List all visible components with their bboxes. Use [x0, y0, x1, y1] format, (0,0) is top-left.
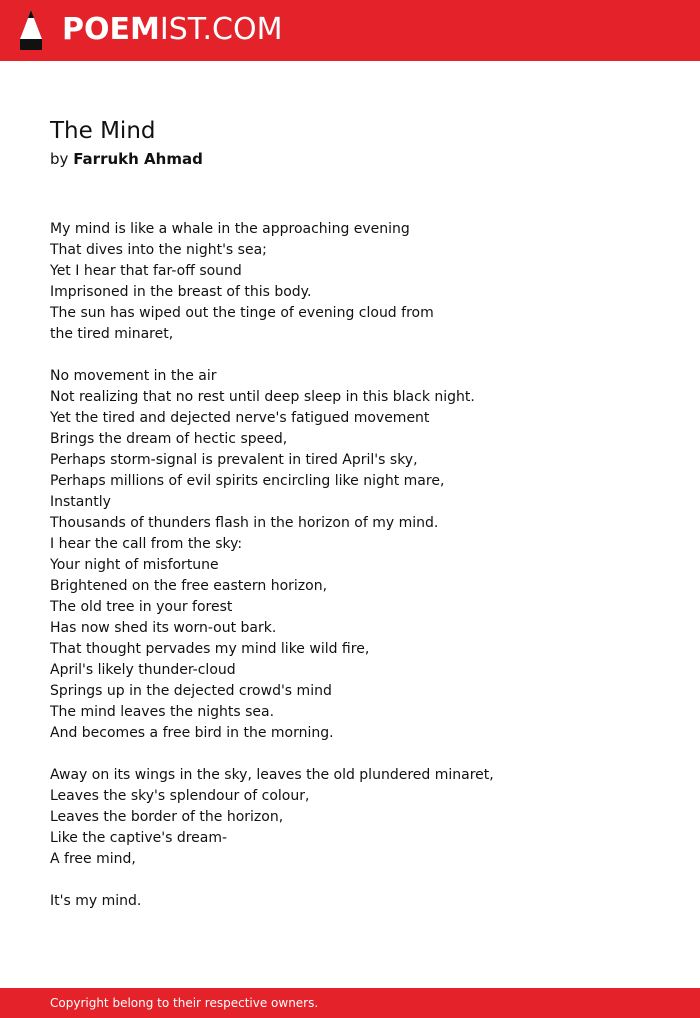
- poem-line: Yet the tired and dejected nerve's fatigued movement: [50, 410, 430, 426]
- poem-line: Perhaps storm-signal is prevalent in tired April's sky,: [50, 452, 418, 468]
- logo-light-text: IST.COM: [159, 12, 283, 47]
- site-header: [0, 0, 700, 61]
- pencil-tip-icon[interactable]: [18, 9, 44, 51]
- poem-line: The old tree in your forest: [50, 599, 233, 615]
- poem-stanza: [50, 765, 680, 870]
- poem-line: A free mind,: [50, 851, 136, 867]
- poem-body: [50, 219, 680, 933]
- poem-line: Has now shed its worn-out bark.: [50, 620, 277, 636]
- poem-line: Thousands of thunders flash in the horizon of my mind.: [50, 515, 439, 531]
- copyright-text: Copyright belong to their respective owners.: [50, 996, 319, 1010]
- poem-stanza: [50, 891, 680, 912]
- poem-line: That thought pervades my mind like wild fire,: [50, 641, 370, 657]
- poem-line: Leaves the sky's splendour of colour,: [50, 788, 310, 804]
- poem-line: Imprisoned in the breast of this body.: [50, 284, 312, 300]
- by-label: by: [50, 150, 69, 168]
- poem-line: No movement in the air: [50, 368, 217, 384]
- poem-stanza: [50, 219, 680, 345]
- poem-line: It's my mind.: [50, 893, 142, 909]
- poem-line: The sun has wiped out the tinge of evening cloud from: [50, 305, 434, 321]
- poem-line: Instantly: [50, 494, 111, 510]
- poem-line: I hear the call from the sky:: [50, 536, 243, 552]
- poem-author: Farrukh Ahmad: [73, 150, 203, 168]
- poem-line: The mind leaves the nights sea.: [50, 704, 275, 720]
- poem-line: Like the captive's dream-: [50, 830, 228, 846]
- site-logo[interactable]: [62, 10, 282, 50]
- poem-line: Away on its wings in the sky, leaves the old plundered minaret,: [50, 767, 494, 783]
- poem-line: April's likely thunder-cloud: [50, 662, 236, 678]
- poem-stanza: [50, 366, 680, 744]
- poem-line: That dives into the night's sea;: [50, 242, 267, 258]
- poem-line: Brings the dream of hectic speed,: [50, 431, 288, 447]
- poem-line: Brightened on the free eastern horizon,: [50, 578, 328, 594]
- poem-line: Springs up in the dejected crowd's mind: [50, 683, 332, 699]
- site-footer: [0, 988, 700, 1018]
- poem-line: My mind is like a whale in the approaching evening: [50, 221, 410, 237]
- poem-byline: [50, 148, 203, 170]
- poem-line: Leaves the border of the horizon,: [50, 809, 284, 825]
- poem-line: And becomes a free bird in the morning.: [50, 725, 334, 741]
- poem-line: Not realizing that no rest until deep sleep in this black night.: [50, 389, 475, 405]
- logo-bold-text: POEM: [62, 12, 160, 47]
- poem-line: Yet I hear that far-off sound: [50, 263, 242, 279]
- poem-title: The Mind: [50, 118, 156, 144]
- poem-line: the tired minaret,: [50, 326, 174, 342]
- poem-line: Perhaps millions of evil spirits encircling like night mare,: [50, 473, 445, 489]
- poem-line: Your night of misfortune: [50, 557, 219, 573]
